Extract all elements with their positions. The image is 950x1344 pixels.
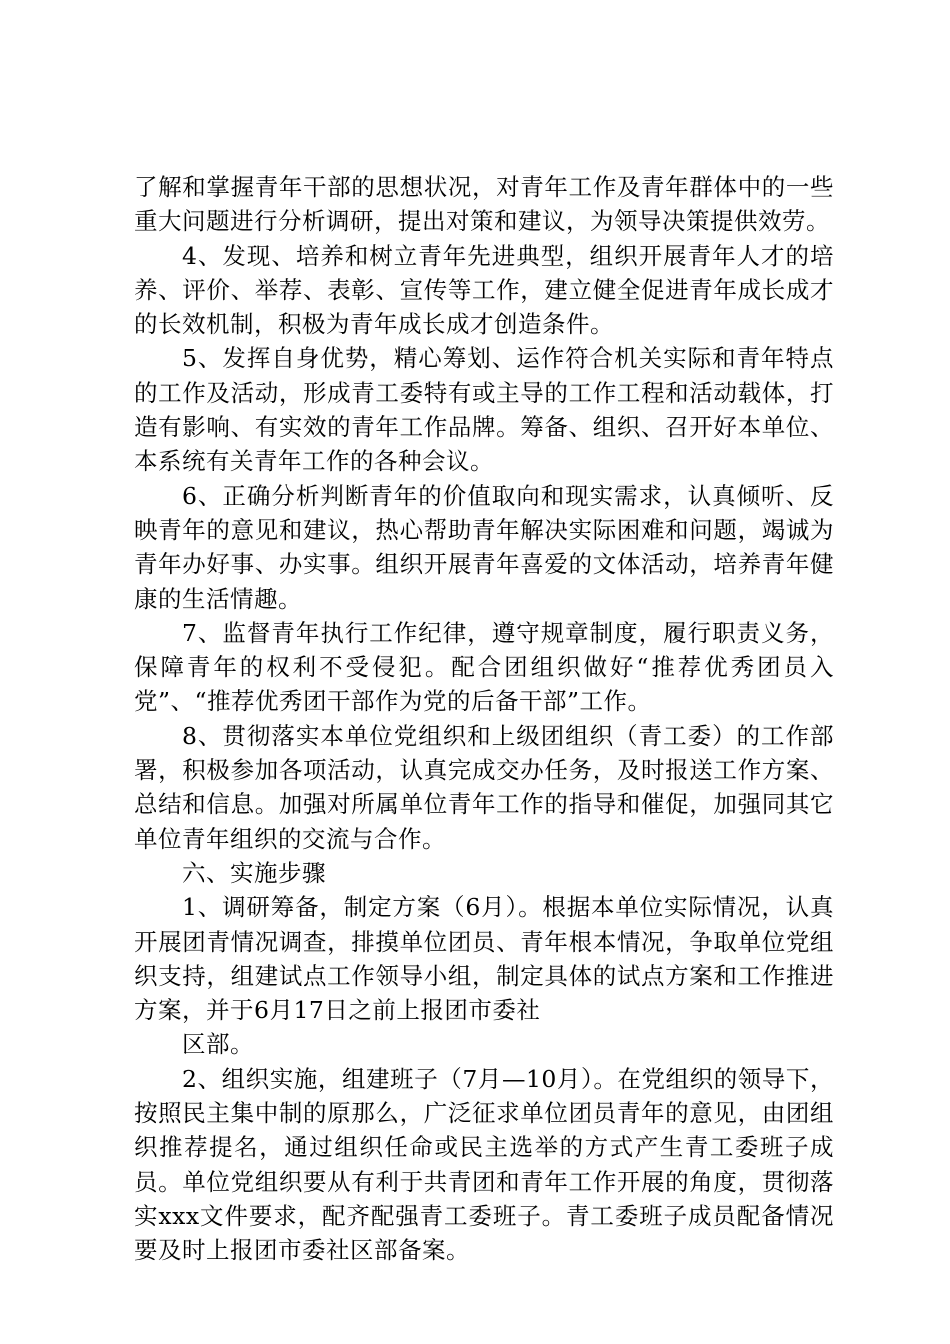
paragraph-item-8: 8、贯彻落实本单位党组织和上级团组织（青工委）的工作部署，积极参加各项活动，认真完成交办任务，及时报送工作方案、总结和信息。加强对所属单位青年工作的指导和催促，加强同其它单位青年组织的交流与合作。 (134, 721, 834, 853)
section-heading-implementation-steps: 六、实施步骤 (182, 858, 326, 887)
paragraph-item-5: 5、发挥自身优势，精心筹划、运作符合机关实际和青年特点的工作及活动，形成青工委特有或主导的工作工程和活动载体，打造有影响、有实效的青年工作品牌。筹备、组织、召开好本单位、本系统有关青年工作的各种会议。 (134, 344, 834, 476)
paragraph-continuation: 了解和掌握青年干部的思想状况，对青年工作及青年群体中的一些重大问题进行分析调研，提出对策和建议，为领导决策提供效劳。 (134, 173, 834, 236)
paragraph-item-4: 4、发现、培养和树立青年先进典型，组织开展青年人才的培养、评价、举荐、表彰、宣传等工作，建立健全促进青年成长成才的长效机制，积极为青年成长成才创造条件。 (134, 241, 834, 339)
paragraph-item-7: 7、监督青年执行工作纪律，遵守规章制度，履行职责义务，保障青年的权利不受侵犯。配合团组织做好“推荐优秀团员入党”、“推荐优秀团干部作为党的后备干部”工作。 (134, 618, 834, 716)
paragraph-item-6: 6、正确分析判断青年的价值取向和现实需求，认真倾听、反映青年的意见和建议，热心帮助青年解决实际困难和问题，竭诚为青年办好事、办实事。组织开展青年喜爱的文体活动，培养青年健康的生活情趣。 (134, 481, 834, 613)
paragraph-step-2: 2、组织实施，组建班子（7月—10月）。在党组织的领导下，按照民主集中制的原那么，广泛征求单位团员青年的意见，由团组织推荐提名，通过组织任命或民主选举的方式产生青工委班子成员。单位党组织要从有利于共青团和青年工作开展的角度，贯彻落实xxx文件要求，配齐配强青工委班子。青工委班子成员配备情况要及时上报团市委社区部备案。 (134, 1064, 834, 1265)
document-body (134, 170, 834, 1268)
paragraph-step-1-continuation: 区部。 (182, 1030, 254, 1059)
paragraph-step-1: 1、调研筹备，制定方案（6月）。根据本单位实际情况，认真开展团青情况调查，排摸单位团员、青年根本情况，争取单位党组织支持，组建试点工作领导小组，制定具体的试点方案和工作推进方案，并于6月17日之前上报团市委社 (134, 893, 834, 1025)
